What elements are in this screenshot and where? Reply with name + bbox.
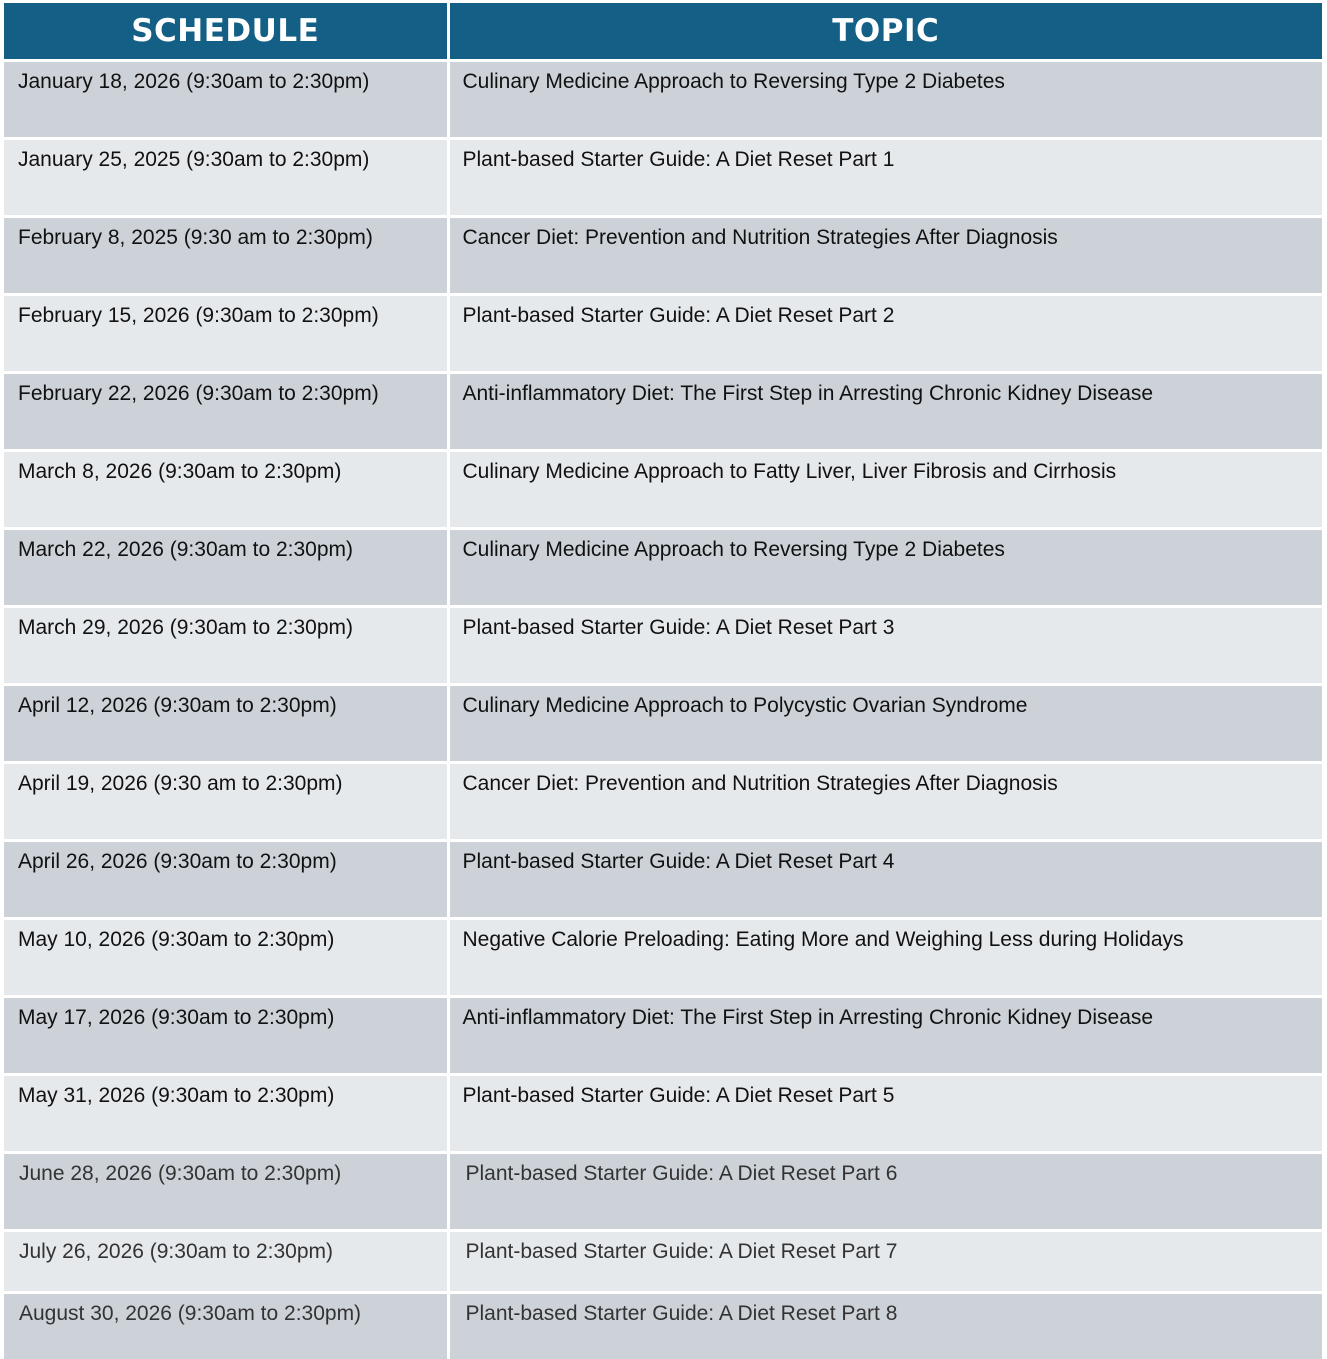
schedule-cell: July 26, 2026 (9:30am to 2:30pm) (4, 1231, 448, 1293)
topic-cell: Culinary Medicine Approach to Polycystic Ovarian Syndrome (448, 685, 1322, 763)
table-row (4, 451, 1322, 529)
table-row (4, 217, 1322, 295)
schedule-cell: January 18, 2026 (9:30am to 2:30pm) (4, 61, 448, 139)
topic-cell: Negative Calorie Preloading: Eating More and Weighing Less during Holidays (448, 919, 1322, 997)
table-row (4, 841, 1322, 919)
topic-cell: Plant-based Starter Guide: A Diet Reset Part 1 (448, 139, 1322, 217)
schedule-column-header: SCHEDULE (4, 3, 448, 61)
topic-cell: Plant-based Starter Guide: A Diet Reset Part 8 (448, 1293, 1322, 1359)
schedule-cell: March 8, 2026 (9:30am to 2:30pm) (4, 451, 448, 529)
schedule-cell: May 31, 2026 (9:30am to 2:30pm) (4, 1075, 448, 1153)
table-row (4, 1075, 1322, 1153)
schedule-cell: February 8, 2025 (9:30 am to 2:30pm) (4, 217, 448, 295)
table-row (4, 685, 1322, 763)
topic-cell: Culinary Medicine Approach to Fatty Liver, Liver Fibrosis and Cirrhosis (448, 451, 1322, 529)
table-row (4, 919, 1322, 997)
table-row (4, 139, 1322, 217)
schedule-cell: April 12, 2026 (9:30am to 2:30pm) (4, 685, 448, 763)
schedule-cell: February 22, 2026 (9:30am to 2:30pm) (4, 373, 448, 451)
table-row (4, 607, 1322, 685)
topic-column-header: TOPIC (448, 3, 1322, 61)
topic-cell: Cancer Diet: Prevention and Nutrition Strategies After Diagnosis (448, 217, 1322, 295)
schedule-cell: January 25, 2025 (9:30am to 2:30pm) (4, 139, 448, 217)
topic-cell: Cancer Diet: Prevention and Nutrition Strategies After Diagnosis (448, 763, 1322, 841)
topic-cell: Culinary Medicine Approach to Reversing Type 2 Diabetes (448, 61, 1322, 139)
topic-cell: Plant-based Starter Guide: A Diet Reset Part 2 (448, 295, 1322, 373)
table-row (4, 763, 1322, 841)
topic-cell: Plant-based Starter Guide: A Diet Reset Part 6 (448, 1153, 1322, 1231)
topic-cell: Plant-based Starter Guide: A Diet Reset Part 5 (448, 1075, 1322, 1153)
schedule-table (4, 3, 1322, 1359)
topic-cell: Plant-based Starter Guide: A Diet Reset Part 7 (448, 1231, 1322, 1293)
table-row (4, 1153, 1322, 1231)
table-row (4, 61, 1322, 139)
schedule-cell: August 30, 2026 (9:30am to 2:30pm) (4, 1293, 448, 1359)
schedule-cell: April 19, 2026 (9:30 am to 2:30pm) (4, 763, 448, 841)
topic-cell: Anti-inflammatory Diet: The First Step in Arresting Chronic Kidney Disease (448, 373, 1322, 451)
schedule-cell: May 10, 2026 (9:30am to 2:30pm) (4, 919, 448, 997)
schedule-cell: June 28, 2026 (9:30am to 2:30pm) (4, 1153, 448, 1231)
topic-cell: Culinary Medicine Approach to Reversing Type 2 Diabetes (448, 529, 1322, 607)
table-row (4, 1293, 1322, 1359)
topic-cell: Plant-based Starter Guide: A Diet Reset Part 3 (448, 607, 1322, 685)
schedule-cell: March 22, 2026 (9:30am to 2:30pm) (4, 529, 448, 607)
table-row (4, 1231, 1322, 1293)
topic-cell: Plant-based Starter Guide: A Diet Reset Part 4 (448, 841, 1322, 919)
topic-cell: Anti-inflammatory Diet: The First Step in Arresting Chronic Kidney Disease (448, 997, 1322, 1075)
schedule-cell: February 15, 2026 (9:30am to 2:30pm) (4, 295, 448, 373)
schedule-cell: March 29, 2026 (9:30am to 2:30pm) (4, 607, 448, 685)
table-row (4, 295, 1322, 373)
schedule-cell: April 26, 2026 (9:30am to 2:30pm) (4, 841, 448, 919)
table-row (4, 997, 1322, 1075)
table-header-row (4, 3, 1322, 61)
table-row (4, 529, 1322, 607)
table-row (4, 373, 1322, 451)
schedule-cell: May 17, 2026 (9:30am to 2:30pm) (4, 997, 448, 1075)
